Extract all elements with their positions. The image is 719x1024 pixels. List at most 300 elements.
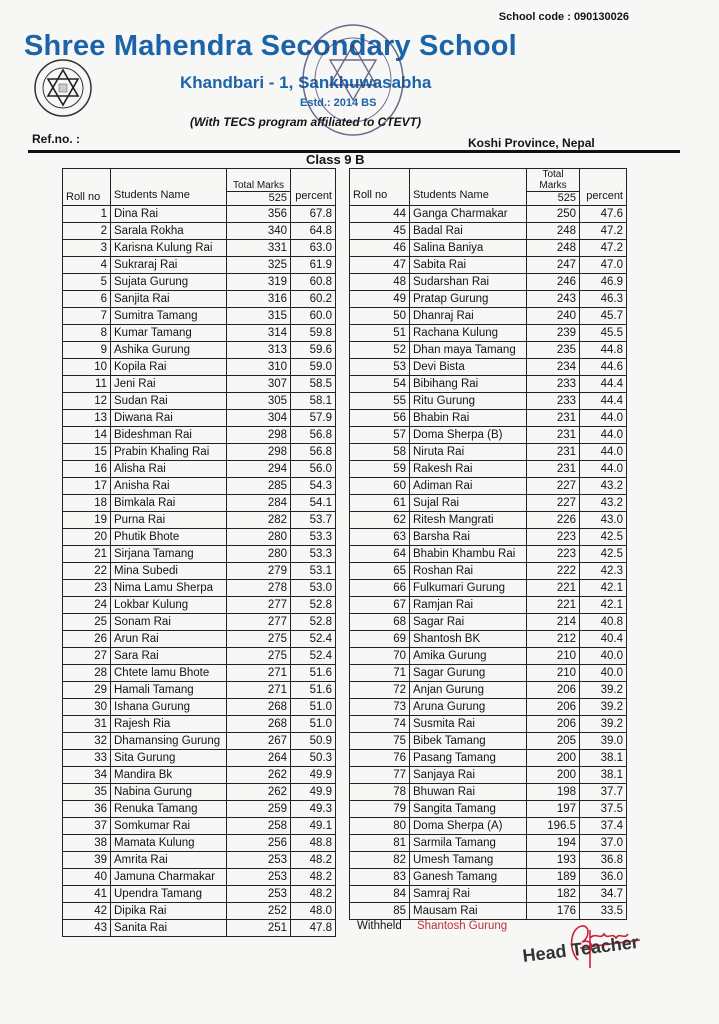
header-students-name: Students Name bbox=[111, 169, 227, 206]
student-name: Aruna Gurung bbox=[410, 699, 527, 716]
percent-value: 61.9 bbox=[291, 257, 336, 274]
total-marks: 196.5 bbox=[527, 818, 580, 835]
table-row bbox=[350, 410, 627, 427]
total-marks: 298 bbox=[227, 427, 291, 444]
percent-value: 54.1 bbox=[291, 495, 336, 512]
head-teacher-title: Head Teacher bbox=[521, 931, 640, 967]
student-name: Mandira Bk bbox=[111, 767, 227, 784]
table-row bbox=[63, 461, 336, 478]
student-name: Lokbar Kulung bbox=[111, 597, 227, 614]
table-row bbox=[63, 240, 336, 257]
student-name: Badal Rai bbox=[410, 223, 527, 240]
total-marks: 316 bbox=[227, 291, 291, 308]
roll-number: 42 bbox=[63, 903, 111, 920]
total-marks: 285 bbox=[227, 478, 291, 495]
table-row bbox=[350, 546, 627, 563]
percent-value: 49.9 bbox=[291, 767, 336, 784]
percent-value: 53.1 bbox=[291, 563, 336, 580]
percent-value: 37.7 bbox=[580, 784, 627, 801]
student-name: Sirjana Tamang bbox=[111, 546, 227, 563]
table-row bbox=[63, 682, 336, 699]
percent-value: 33.5 bbox=[580, 903, 627, 920]
table-row bbox=[350, 801, 627, 818]
percent-value: 34.7 bbox=[580, 886, 627, 903]
student-name: Upendra Tamang bbox=[111, 886, 227, 903]
student-name: Susmita Rai bbox=[410, 716, 527, 733]
percent-value: 48.2 bbox=[291, 869, 336, 886]
student-name: Dina Rai bbox=[111, 206, 227, 223]
total-marks: 259 bbox=[227, 801, 291, 818]
percent-value: 39.2 bbox=[580, 699, 627, 716]
total-marks: 200 bbox=[527, 767, 580, 784]
table-row bbox=[350, 512, 627, 529]
table-row bbox=[350, 376, 627, 393]
student-name: Ashika Gurung bbox=[111, 342, 227, 359]
roll-number: 67 bbox=[350, 597, 410, 614]
roll-number: 65 bbox=[350, 563, 410, 580]
table-row bbox=[63, 393, 336, 410]
student-name: Anisha Rai bbox=[111, 478, 227, 495]
total-marks: 243 bbox=[527, 291, 580, 308]
roll-number: 74 bbox=[350, 716, 410, 733]
table-row bbox=[350, 444, 627, 461]
total-marks: 214 bbox=[527, 614, 580, 631]
student-name: Sanita Rai bbox=[111, 920, 227, 937]
percent-value: 49.3 bbox=[291, 801, 336, 818]
total-marks: 212 bbox=[527, 631, 580, 648]
percent-value: 51.6 bbox=[291, 665, 336, 682]
student-name: Bhabin Rai bbox=[410, 410, 527, 427]
table-row bbox=[63, 342, 336, 359]
total-marks: 319 bbox=[227, 274, 291, 291]
student-name: Sudarshan Rai bbox=[410, 274, 527, 291]
roll-number: 15 bbox=[63, 444, 111, 461]
percent-value: 43.2 bbox=[580, 478, 627, 495]
student-name: Nabina Gurung bbox=[111, 784, 227, 801]
table-row bbox=[350, 733, 627, 750]
table-row bbox=[63, 852, 336, 869]
table-row bbox=[350, 682, 627, 699]
percent-value: 47.0 bbox=[580, 257, 627, 274]
table-row bbox=[350, 529, 627, 546]
table-row bbox=[63, 920, 336, 937]
roll-number: 54 bbox=[350, 376, 410, 393]
percent-value: 39.2 bbox=[580, 682, 627, 699]
percent-value: 52.4 bbox=[291, 631, 336, 648]
student-name: Sabita Rai bbox=[410, 257, 527, 274]
total-marks: 247 bbox=[527, 257, 580, 274]
roll-number: 8 bbox=[63, 325, 111, 342]
table-row bbox=[63, 767, 336, 784]
student-name: Sarala Rokha bbox=[111, 223, 227, 240]
roll-number: 77 bbox=[350, 767, 410, 784]
percent-value: 39.2 bbox=[580, 716, 627, 733]
table-row bbox=[350, 495, 627, 512]
total-marks: 206 bbox=[527, 716, 580, 733]
header-full-marks: 525 bbox=[227, 192, 291, 206]
percent-value: 40.0 bbox=[580, 648, 627, 665]
roll-number: 35 bbox=[63, 784, 111, 801]
total-marks: 248 bbox=[527, 223, 580, 240]
percent-value: 44.8 bbox=[580, 342, 627, 359]
table-row bbox=[350, 274, 627, 291]
percent-value: 58.1 bbox=[291, 393, 336, 410]
table-row bbox=[63, 648, 336, 665]
total-marks: 233 bbox=[527, 393, 580, 410]
roll-number: 29 bbox=[63, 682, 111, 699]
table-row bbox=[350, 886, 627, 903]
roll-number: 75 bbox=[350, 733, 410, 750]
percent-value: 47.6 bbox=[580, 206, 627, 223]
percent-value: 48.2 bbox=[291, 886, 336, 903]
student-name: Sumitra Tamang bbox=[111, 308, 227, 325]
total-marks: 227 bbox=[527, 495, 580, 512]
percent-value: 47.8 bbox=[291, 920, 336, 937]
roll-number: 23 bbox=[63, 580, 111, 597]
total-marks: 210 bbox=[527, 665, 580, 682]
roll-number: 53 bbox=[350, 359, 410, 376]
table-row bbox=[63, 563, 336, 580]
total-marks: 313 bbox=[227, 342, 291, 359]
total-marks: 280 bbox=[227, 529, 291, 546]
roll-number: 31 bbox=[63, 716, 111, 733]
student-name: Roshan Rai bbox=[410, 563, 527, 580]
student-name: Mausam Rai bbox=[410, 903, 527, 920]
total-marks: 222 bbox=[527, 563, 580, 580]
percent-value: 39.0 bbox=[580, 733, 627, 750]
table-row bbox=[350, 478, 627, 495]
total-marks: 251 bbox=[227, 920, 291, 937]
table-row bbox=[350, 614, 627, 631]
percent-value: 64.8 bbox=[291, 223, 336, 240]
percent-value: 46.3 bbox=[580, 291, 627, 308]
student-name: Karisna Kulung Rai bbox=[111, 240, 227, 257]
roll-number: 48 bbox=[350, 274, 410, 291]
roll-number: 70 bbox=[350, 648, 410, 665]
reference-number-label: Ref.no. : bbox=[32, 132, 80, 146]
header-total-marks: Total Marks bbox=[227, 169, 291, 192]
student-name: Ganga Charmakar bbox=[410, 206, 527, 223]
student-name: Mamata Kulung bbox=[111, 835, 227, 852]
percent-value: 43.0 bbox=[580, 512, 627, 529]
percent-value: 60.2 bbox=[291, 291, 336, 308]
percent-value: 38.1 bbox=[580, 767, 627, 784]
table-row bbox=[350, 903, 627, 920]
table-row bbox=[63, 631, 336, 648]
roll-number: 59 bbox=[350, 461, 410, 478]
roll-number: 82 bbox=[350, 852, 410, 869]
student-name: Phutik Bhote bbox=[111, 529, 227, 546]
roll-number: 37 bbox=[63, 818, 111, 835]
percent-value: 49.1 bbox=[291, 818, 336, 835]
percent-value: 50.9 bbox=[291, 733, 336, 750]
table-row bbox=[63, 359, 336, 376]
percent-value: 51.0 bbox=[291, 699, 336, 716]
percent-value: 37.5 bbox=[580, 801, 627, 818]
withheld-student-name: Shantosh Gurung bbox=[417, 920, 508, 932]
roll-number: 2 bbox=[63, 223, 111, 240]
header-percent: percent bbox=[291, 169, 336, 206]
table-row bbox=[350, 342, 627, 359]
total-marks: 231 bbox=[527, 444, 580, 461]
table-row bbox=[63, 206, 336, 223]
student-name: Doma Sherpa (B) bbox=[410, 427, 527, 444]
roll-number: 66 bbox=[350, 580, 410, 597]
student-name: Bideshman Rai bbox=[111, 427, 227, 444]
roll-number: 58 bbox=[350, 444, 410, 461]
percent-value: 45.7 bbox=[580, 308, 627, 325]
student-name: Jeni Rai bbox=[111, 376, 227, 393]
roll-number: 34 bbox=[63, 767, 111, 784]
roll-number: 17 bbox=[63, 478, 111, 495]
student-name: Sagar Gurung bbox=[410, 665, 527, 682]
roll-number: 22 bbox=[63, 563, 111, 580]
table-row bbox=[63, 835, 336, 852]
student-name: Dhan maya Tamang bbox=[410, 342, 527, 359]
student-name: Salina Baniya bbox=[410, 240, 527, 257]
student-name: Ishana Gurung bbox=[111, 699, 227, 716]
total-marks: 314 bbox=[227, 325, 291, 342]
percent-value: 46.9 bbox=[580, 274, 627, 291]
school-stamp-icon bbox=[298, 20, 408, 140]
percent-value: 67.8 bbox=[291, 206, 336, 223]
student-name: Sita Gurung bbox=[111, 750, 227, 767]
percent-value: 48.8 bbox=[291, 835, 336, 852]
student-name: Chtete lamu Bhote bbox=[111, 665, 227, 682]
total-marks: 193 bbox=[527, 852, 580, 869]
percent-value: 59.0 bbox=[291, 359, 336, 376]
school-address: Khandbari - 1, Sankhuwasabha bbox=[180, 73, 432, 92]
roll-number: 38 bbox=[63, 835, 111, 852]
percent-value: 53.3 bbox=[291, 529, 336, 546]
student-name: Devi Bista bbox=[410, 359, 527, 376]
table-row bbox=[63, 665, 336, 682]
table-row bbox=[63, 223, 336, 240]
percent-value: 44.4 bbox=[580, 393, 627, 410]
percent-value: 53.7 bbox=[291, 512, 336, 529]
roll-number: 76 bbox=[350, 750, 410, 767]
percent-value: 45.5 bbox=[580, 325, 627, 342]
total-marks: 210 bbox=[527, 648, 580, 665]
percent-value: 44.6 bbox=[580, 359, 627, 376]
table-row bbox=[63, 699, 336, 716]
table-row bbox=[350, 631, 627, 648]
total-marks: 246 bbox=[527, 274, 580, 291]
student-name: Renuka Tamang bbox=[111, 801, 227, 818]
table-row bbox=[350, 648, 627, 665]
student-name: Kopila Rai bbox=[111, 359, 227, 376]
total-marks: 284 bbox=[227, 495, 291, 512]
roll-number: 83 bbox=[350, 869, 410, 886]
roll-number: 56 bbox=[350, 410, 410, 427]
header-roll-no: Roll no bbox=[63, 169, 111, 206]
total-marks: 315 bbox=[227, 308, 291, 325]
student-name: Amika Gurung bbox=[410, 648, 527, 665]
percent-value: 47.2 bbox=[580, 240, 627, 257]
results-table-left bbox=[62, 168, 336, 937]
student-name: Nima Lamu Sherpa bbox=[111, 580, 227, 597]
table-row bbox=[63, 869, 336, 886]
roll-number: 71 bbox=[350, 665, 410, 682]
percent-value: 53.0 bbox=[291, 580, 336, 597]
table-row bbox=[63, 750, 336, 767]
table-row bbox=[350, 580, 627, 597]
roll-number: 39 bbox=[63, 852, 111, 869]
table-row bbox=[63, 478, 336, 495]
roll-number: 79 bbox=[350, 801, 410, 818]
percent-value: 40.4 bbox=[580, 631, 627, 648]
table-row bbox=[63, 614, 336, 631]
roll-number: 47 bbox=[350, 257, 410, 274]
total-marks: 305 bbox=[227, 393, 291, 410]
percent-value: 42.5 bbox=[580, 529, 627, 546]
student-name: Sukraraj Rai bbox=[111, 257, 227, 274]
table-row bbox=[350, 257, 627, 274]
total-marks: 231 bbox=[527, 427, 580, 444]
percent-value: 40.8 bbox=[580, 614, 627, 631]
student-name: Ritu Gurung bbox=[410, 393, 527, 410]
roll-number: 85 bbox=[350, 903, 410, 920]
table-row bbox=[63, 308, 336, 325]
percent-value: 59.8 bbox=[291, 325, 336, 342]
total-marks: 206 bbox=[527, 699, 580, 716]
percent-value: 44.0 bbox=[580, 461, 627, 478]
student-name: Sudan Rai bbox=[111, 393, 227, 410]
established-year: Estd.: 2014 BS bbox=[300, 97, 377, 109]
roll-number: 61 bbox=[350, 495, 410, 512]
student-name: Ramjan Rai bbox=[410, 597, 527, 614]
total-marks: 197 bbox=[527, 801, 580, 818]
roll-number: 11 bbox=[63, 376, 111, 393]
roll-number: 57 bbox=[350, 427, 410, 444]
student-name: Dhamansing Gurung bbox=[111, 733, 227, 750]
total-marks: 268 bbox=[227, 699, 291, 716]
roll-number: 81 bbox=[350, 835, 410, 852]
roll-number: 63 bbox=[350, 529, 410, 546]
table-row bbox=[63, 325, 336, 342]
student-name: Jamuna Charmakar bbox=[111, 869, 227, 886]
student-name: Alisha Rai bbox=[111, 461, 227, 478]
table-row bbox=[350, 563, 627, 580]
student-name: Sonam Rai bbox=[111, 614, 227, 631]
province-label: Koshi Province, Nepal bbox=[468, 136, 595, 150]
table-row bbox=[63, 495, 336, 512]
table-row bbox=[350, 461, 627, 478]
roll-number: 12 bbox=[63, 393, 111, 410]
total-marks: 267 bbox=[227, 733, 291, 750]
percent-value: 56.8 bbox=[291, 427, 336, 444]
table-row bbox=[350, 852, 627, 869]
total-marks: 310 bbox=[227, 359, 291, 376]
student-name: Sanjita Rai bbox=[111, 291, 227, 308]
student-name: Mina Subedi bbox=[111, 563, 227, 580]
roll-number: 21 bbox=[63, 546, 111, 563]
school-logo-icon bbox=[33, 58, 93, 118]
total-marks: 278 bbox=[227, 580, 291, 597]
table-row bbox=[350, 716, 627, 733]
table-row bbox=[63, 529, 336, 546]
total-marks: 227 bbox=[527, 478, 580, 495]
roll-number: 1 bbox=[63, 206, 111, 223]
roll-number: 51 bbox=[350, 325, 410, 342]
percent-value: 44.0 bbox=[580, 444, 627, 461]
total-marks: 275 bbox=[227, 631, 291, 648]
table-row bbox=[63, 580, 336, 597]
table-row bbox=[63, 818, 336, 835]
total-marks: 253 bbox=[227, 869, 291, 886]
table-row bbox=[350, 767, 627, 784]
roll-number: 5 bbox=[63, 274, 111, 291]
roll-number: 33 bbox=[63, 750, 111, 767]
percent-value: 42.5 bbox=[580, 546, 627, 563]
total-marks: 262 bbox=[227, 784, 291, 801]
total-marks: 240 bbox=[527, 308, 580, 325]
percent-value: 59.6 bbox=[291, 342, 336, 359]
total-marks: 239 bbox=[527, 325, 580, 342]
student-name: Umesh Tamang bbox=[410, 852, 527, 869]
student-name: Pratap Gurung bbox=[410, 291, 527, 308]
table-row bbox=[63, 257, 336, 274]
percent-value: 36.0 bbox=[580, 869, 627, 886]
total-marks: 231 bbox=[527, 461, 580, 478]
table-row bbox=[63, 546, 336, 563]
percent-value: 52.8 bbox=[291, 614, 336, 631]
roll-number: 32 bbox=[63, 733, 111, 750]
roll-number: 45 bbox=[350, 223, 410, 240]
percent-value: 48.0 bbox=[291, 903, 336, 920]
student-name: Somkumar Rai bbox=[111, 818, 227, 835]
roll-number: 60 bbox=[350, 478, 410, 495]
percent-value: 56.8 bbox=[291, 444, 336, 461]
header-students-name: Students Name bbox=[410, 169, 527, 206]
percent-value: 60.8 bbox=[291, 274, 336, 291]
student-name: Niruta Rai bbox=[410, 444, 527, 461]
percent-value: 53.3 bbox=[291, 546, 336, 563]
percent-value: 52.8 bbox=[291, 597, 336, 614]
student-name: Bibek Tamang bbox=[410, 733, 527, 750]
total-marks: 223 bbox=[527, 529, 580, 546]
percent-value: 51.6 bbox=[291, 682, 336, 699]
percent-value: 37.0 bbox=[580, 835, 627, 852]
roll-number: 44 bbox=[350, 206, 410, 223]
table-row bbox=[63, 410, 336, 427]
affiliation-note: (With TECS program affiliated to CTEVT) bbox=[190, 115, 422, 129]
percent-value: 60.0 bbox=[291, 308, 336, 325]
table-row bbox=[63, 903, 336, 920]
header-roll-no: Roll no bbox=[350, 169, 410, 206]
total-marks: 200 bbox=[527, 750, 580, 767]
total-marks: 250 bbox=[527, 206, 580, 223]
percent-value: 36.8 bbox=[580, 852, 627, 869]
percent-value: 42.1 bbox=[580, 580, 627, 597]
total-marks: 253 bbox=[227, 852, 291, 869]
table-row bbox=[350, 393, 627, 410]
class-title: Class 9 B bbox=[306, 152, 365, 167]
total-marks: 275 bbox=[227, 648, 291, 665]
percent-value: 50.3 bbox=[291, 750, 336, 767]
roll-number: 41 bbox=[63, 886, 111, 903]
total-marks: 356 bbox=[227, 206, 291, 223]
table-row bbox=[350, 818, 627, 835]
table-row bbox=[63, 444, 336, 461]
school-code: School code : 090130026 bbox=[498, 11, 629, 23]
percent-value: 49.9 bbox=[291, 784, 336, 801]
student-name: Samraj Rai bbox=[410, 886, 527, 903]
table-row bbox=[350, 308, 627, 325]
student-name: Dhanraj Rai bbox=[410, 308, 527, 325]
roll-number: 49 bbox=[350, 291, 410, 308]
student-name: Kumar Tamang bbox=[111, 325, 227, 342]
